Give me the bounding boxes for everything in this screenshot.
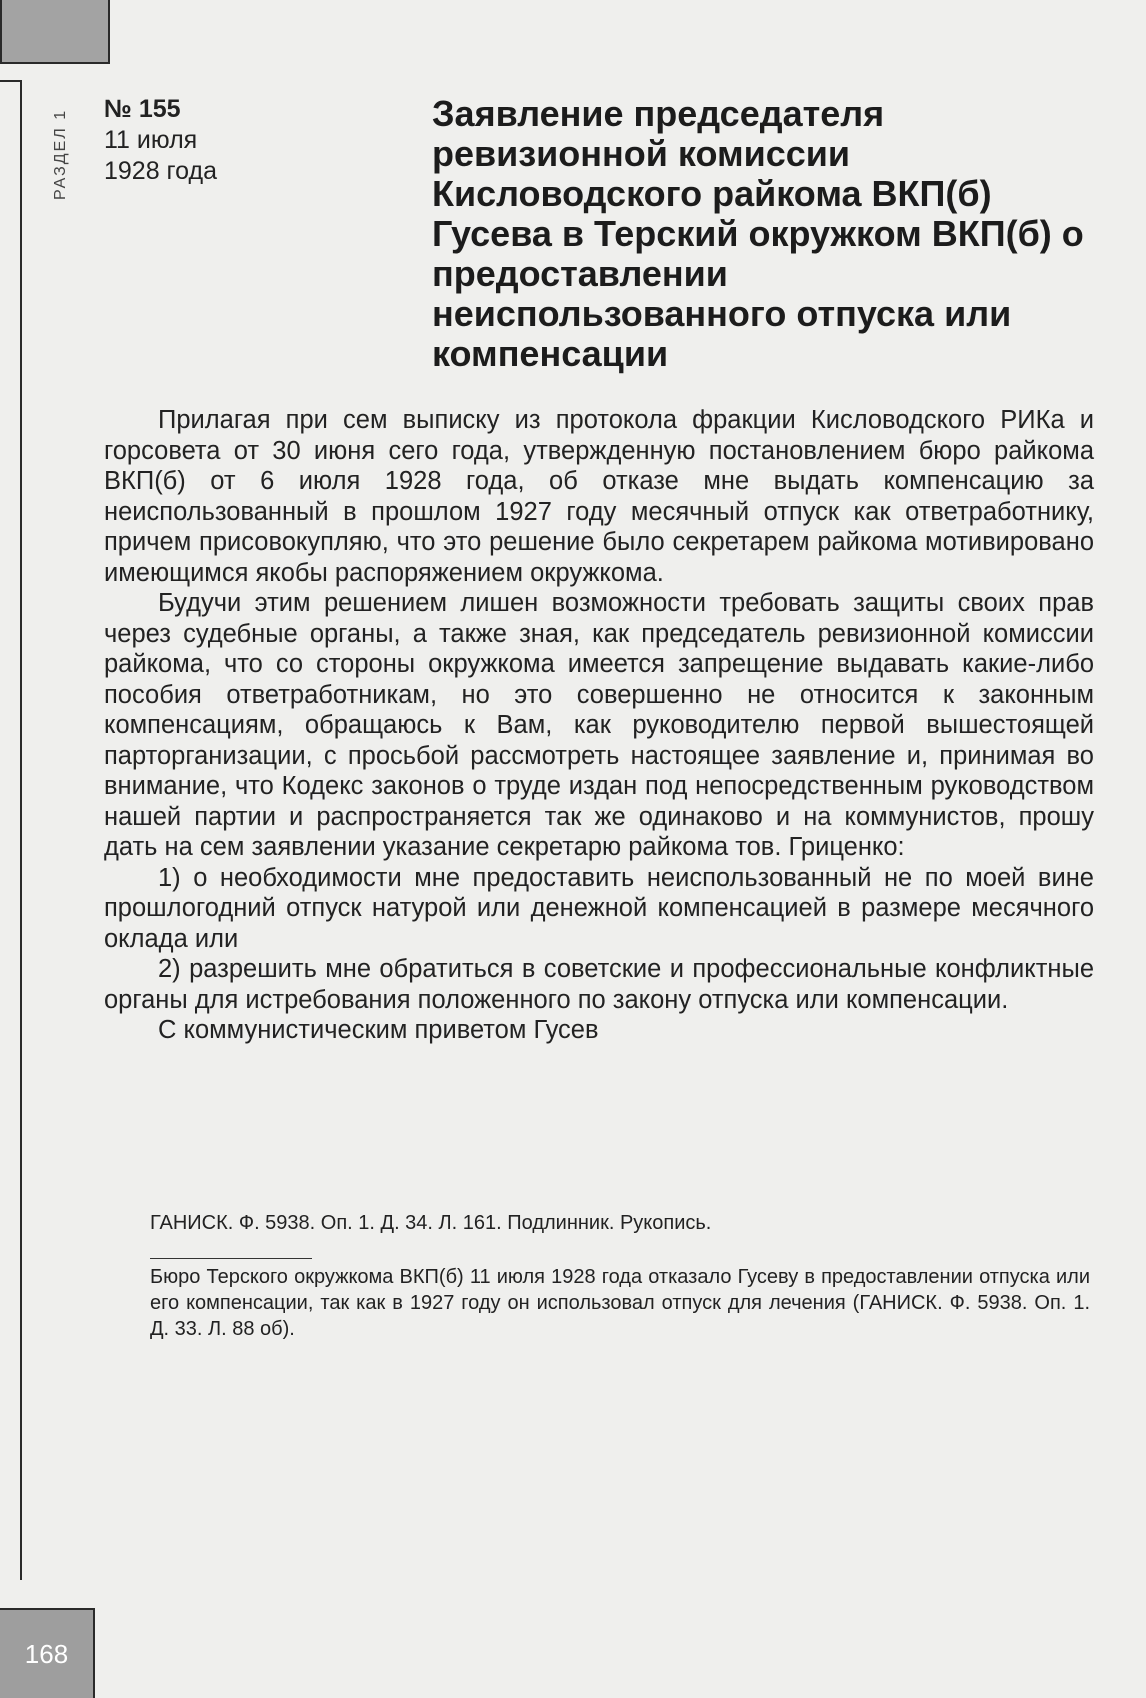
body-paragraph-4: 2) разрешить мне обратиться в советские и профессиональные конфликтные органы для истребования положенного по закону отпуска или компенсации.	[104, 955, 1094, 1014]
document-title: Заявление председателя ревизионной комиссии Кисловодского райкома ВКП(б) Гусева в Терский окружком ВКП(б) о предоставлении неиспользованного отпуска или компенсации	[432, 93, 1084, 374]
document-date-day: 11 июля	[104, 126, 198, 154]
top-corner-tab	[0, 0, 110, 64]
page-number: 168	[0, 1608, 95, 1698]
body-paragraph-2: Будучи этим решением лишен возможности требовать защиты своих прав через судебные органы, а также зная, как председатель ревизионной комиссии райкома, что со стороны окружкома имеется запрещение выдавать какие-либо пособия ответработникам, но это совершенно не относится к законным компенсациям, обращаюсь к Вам, как руководителю первой вышестоящей парторганизации, с просьбой рассмотреть настоящее заявление и, принимая во внимание, что Кодекс законов о труде издан под непосредственным руководством нашей партии и распространяется так же одинаково и на коммунистов, прошу дать на сем заявлении указание секретарю райкома тов. Гриценко:	[104, 589, 1094, 861]
footnote: Бюро Терского окружкома ВКП(б) 11 июля 1928 года отказало Гусеву в предоставлении отпуска или его компенсации, так как в 1927 году он использовал отпуск для лечения (ГАНИСК. Ф. 5938. Оп. 1. Д. 33. Л. 88 об).	[150, 1266, 1090, 1340]
document-body	[104, 405, 1094, 1046]
body-paragraph-3: 1) о необходимости мне предоставить неиспользованный не по моей вине прошлогодний отпуск натурой или денежной компенсацией в размере месячного оклада или	[104, 863, 1094, 953]
signature: С коммунистическим приветом Гусев	[158, 1016, 599, 1044]
side-rule	[0, 80, 22, 1580]
body-paragraph-1: Прилагая при сем выписку из протокола фракции Кисловодского РИКа и горсовета от 30 июня сего года, утвержденную постановлением бюро райкома ВКП(б) от 6 июля 1928 года, об отказе мне выдать компенсацию за неиспользованный в прошлом 1927 году месячный отпуск как ответработнику, причем присовокупляю, что это решение было секретарем райкома мотивировано имеющимся якобы распоряжением окружкома.	[104, 406, 1094, 587]
document-meta	[104, 94, 304, 187]
document-date-year: 1928 года	[104, 157, 217, 185]
archive-source: ГАНИСК. Ф. 5938. Оп. 1. Д. 34. Л. 161. Подлинник. Рукопись.	[150, 1212, 712, 1234]
document-number: № 155	[104, 95, 181, 123]
footnote-divider	[150, 1258, 312, 1259]
